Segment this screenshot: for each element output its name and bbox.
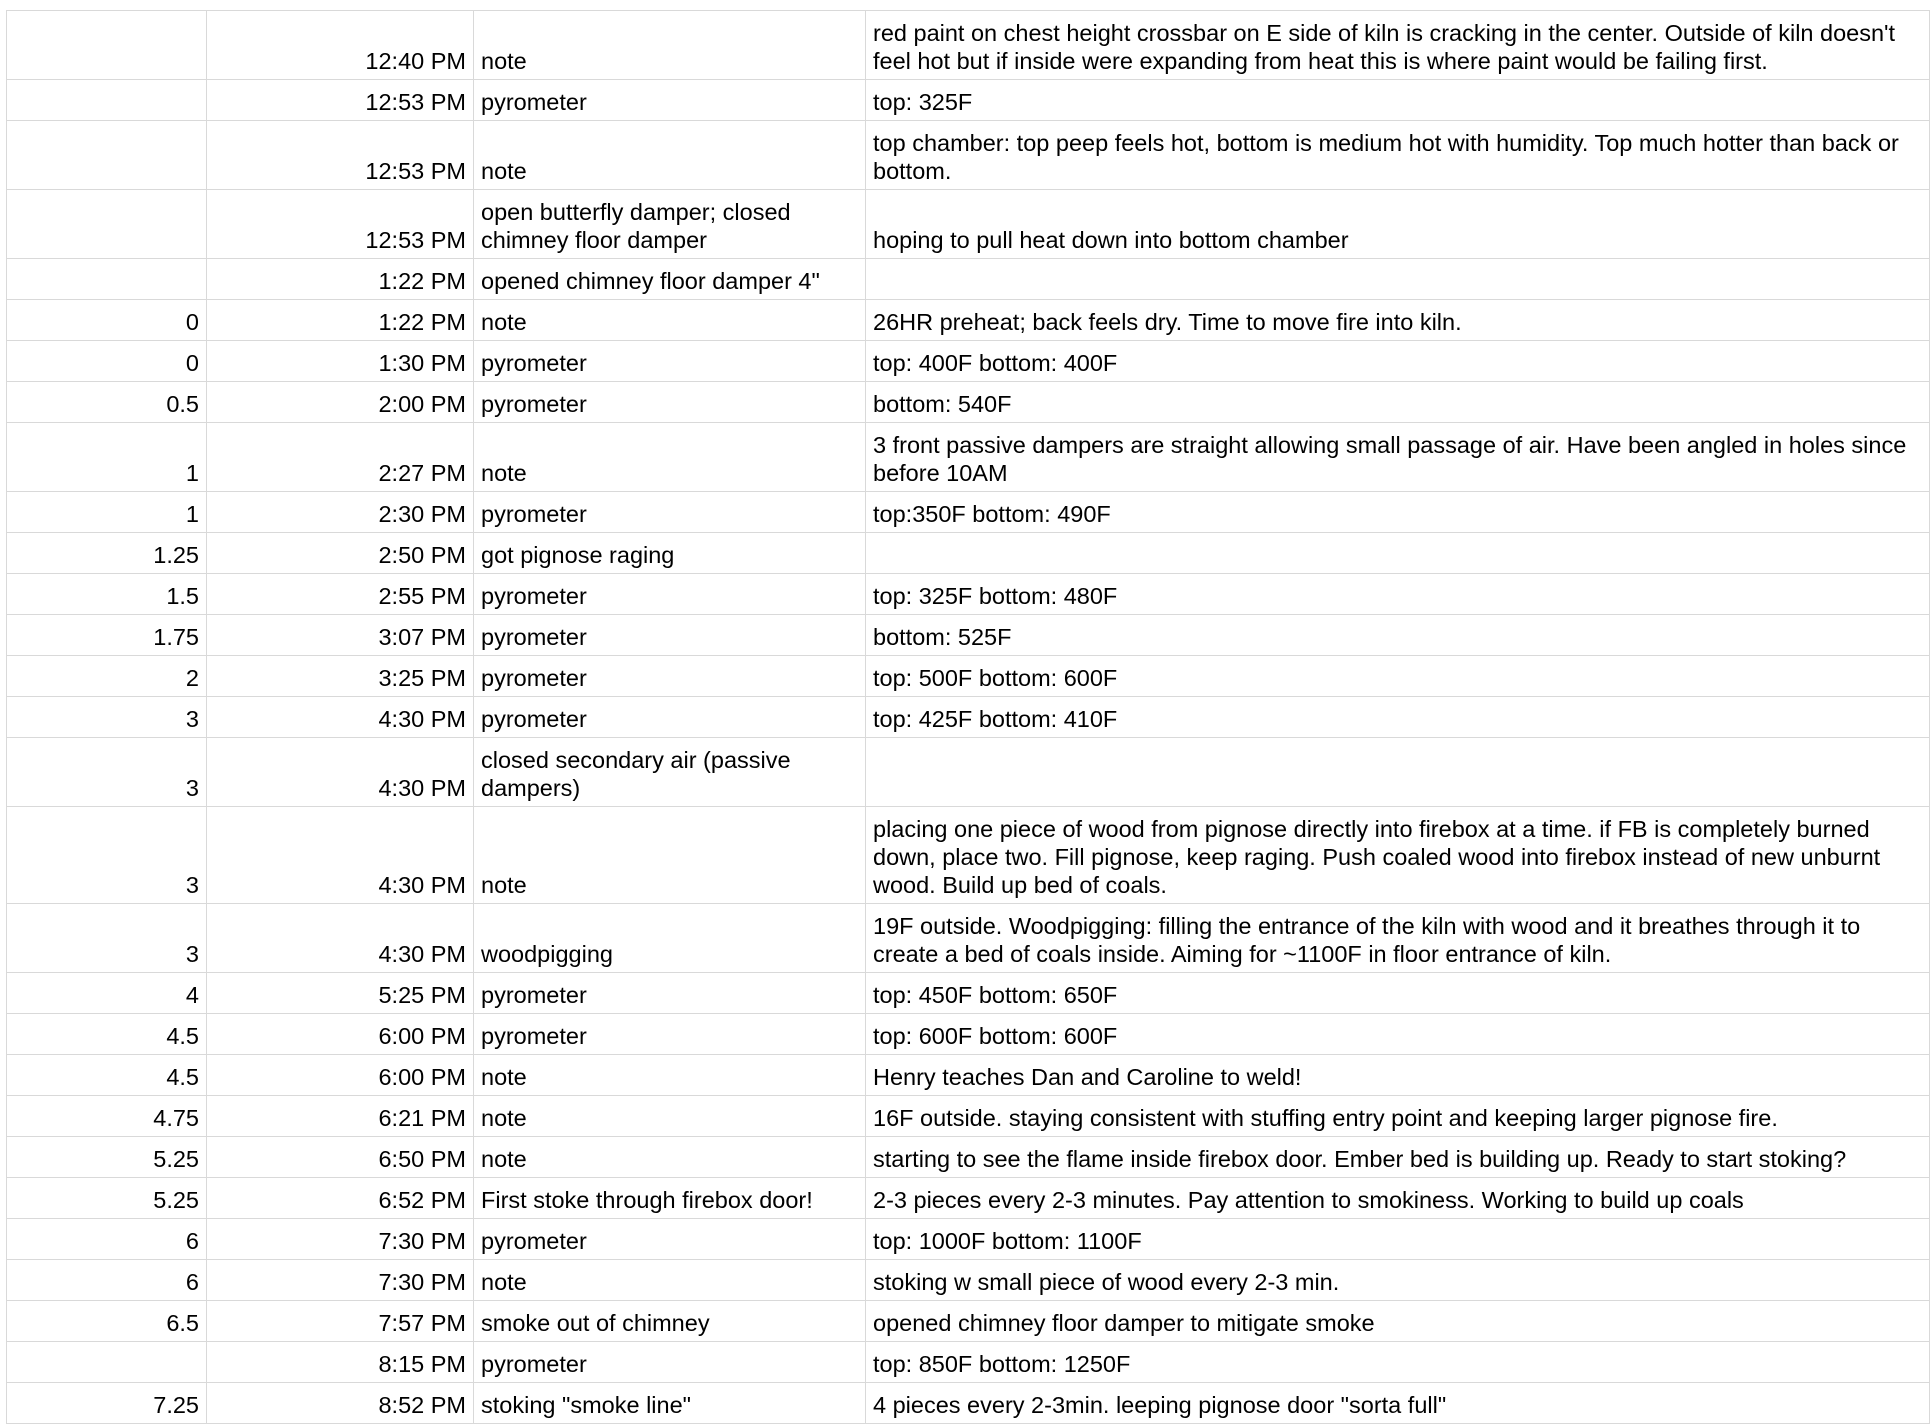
event-cell[interactable]: pyrometer xyxy=(474,382,866,423)
spreadsheet-grid xyxy=(6,10,1930,1418)
detail-cell[interactable]: 3 front passive dampers are straight allowing small passage of air. Have been angled in holes since before 10AM xyxy=(866,423,1930,492)
event-cell[interactable]: smoke out of chimney xyxy=(474,1301,866,1342)
event-cell[interactable]: closed secondary air (passive dampers) xyxy=(474,738,866,807)
event-cell[interactable]: pyrometer xyxy=(474,492,866,533)
table-row xyxy=(7,533,1930,574)
time-cell[interactable]: 2:27 PM xyxy=(207,423,474,492)
hour-cell[interactable]: 1.75 xyxy=(7,615,207,656)
hour-cell[interactable]: 6 xyxy=(7,1260,207,1301)
time-cell[interactable]: 12:40 PM xyxy=(207,11,474,80)
hour-cell[interactable]: 0.5 xyxy=(7,382,207,423)
time-cell[interactable]: 3:07 PM xyxy=(207,615,474,656)
detail-cell[interactable]: top: 600F bottom: 600F xyxy=(866,1014,1930,1055)
time-cell[interactable]: 12:53 PM xyxy=(207,80,474,121)
table-row xyxy=(7,492,1930,533)
time-cell[interactable]: 12:53 PM xyxy=(207,121,474,190)
event-cell[interactable]: opened chimney floor damper 4" xyxy=(474,259,866,300)
table-row xyxy=(7,80,1930,121)
event-cell[interactable]: pyrometer xyxy=(474,656,866,697)
time-cell[interactable]: 7:30 PM xyxy=(207,1219,474,1260)
event-cell[interactable]: pyrometer xyxy=(474,1342,866,1383)
hour-cell[interactable]: 6.5 xyxy=(7,1301,207,1342)
event-cell[interactable]: note xyxy=(474,1260,866,1301)
event-cell[interactable]: note xyxy=(474,121,866,190)
table-row xyxy=(7,121,1930,190)
hour-cell[interactable]: 1 xyxy=(7,492,207,533)
table-row xyxy=(7,190,1930,259)
time-cell[interactable]: 6:52 PM xyxy=(207,1178,474,1219)
detail-cell[interactable]: Henry teaches Dan and Caroline to weld! xyxy=(866,1055,1930,1096)
hour-cell[interactable]: 1 xyxy=(7,423,207,492)
event-cell[interactable]: woodpigging xyxy=(474,904,866,973)
table-row xyxy=(7,1383,1930,1424)
detail-cell[interactable]: top: 325F bottom: 480F xyxy=(866,574,1930,615)
table-row xyxy=(7,1014,1930,1055)
hour-cell[interactable]: 4.5 xyxy=(7,1014,207,1055)
time-cell[interactable]: 8:52 PM xyxy=(207,1383,474,1424)
time-cell[interactable]: 7:57 PM xyxy=(207,1301,474,1342)
detail-cell[interactable]: 2-3 pieces every 2-3 minutes. Pay attention to smokiness. Working to build up coals xyxy=(866,1178,1930,1219)
event-cell[interactable]: pyrometer xyxy=(474,973,866,1014)
event-cell[interactable]: pyrometer xyxy=(474,697,866,738)
table-row xyxy=(7,656,1930,697)
hour-cell[interactable] xyxy=(7,259,207,300)
hour-cell[interactable]: 2 xyxy=(7,656,207,697)
hour-cell[interactable]: 3 xyxy=(7,738,207,807)
time-cell[interactable]: 4:30 PM xyxy=(207,807,474,904)
table-row xyxy=(7,904,1930,973)
detail-cell[interactable]: 26HR preheat; back feels dry. Time to move fire into kiln. xyxy=(866,300,1930,341)
hour-cell[interactable]: 3 xyxy=(7,904,207,973)
detail-cell[interactable]: bottom: 525F xyxy=(866,615,1930,656)
detail-cell[interactable]: hoping to pull heat down into bottom chamber xyxy=(866,190,1930,259)
event-cell[interactable]: pyrometer xyxy=(474,574,866,615)
time-cell[interactable]: 12:53 PM xyxy=(207,190,474,259)
table-row xyxy=(7,738,1930,807)
detail-cell[interactable]: top: 425F bottom: 410F xyxy=(866,697,1930,738)
detail-cell[interactable]: 16F outside. staying consistent with stuffing entry point and keeping larger pignose fire. xyxy=(866,1096,1930,1137)
event-cell[interactable]: pyrometer xyxy=(474,80,866,121)
table-row xyxy=(7,1260,1930,1301)
hour-cell[interactable]: 5.25 xyxy=(7,1178,207,1219)
event-cell[interactable]: note xyxy=(474,423,866,492)
time-cell[interactable]: 5:25 PM xyxy=(207,973,474,1014)
event-cell[interactable]: got pignose raging xyxy=(474,533,866,574)
hour-cell[interactable] xyxy=(7,80,207,121)
detail-cell[interactable]: starting to see the flame inside firebox door. Ember bed is building up. Ready to start stoking? xyxy=(866,1137,1930,1178)
hour-cell[interactable] xyxy=(7,190,207,259)
table-row xyxy=(7,697,1930,738)
time-cell[interactable]: 1:30 PM xyxy=(207,341,474,382)
table-row xyxy=(7,1137,1930,1178)
time-cell[interactable]: 6:50 PM xyxy=(207,1137,474,1178)
detail-cell[interactable] xyxy=(866,259,1930,300)
time-cell[interactable]: 4:30 PM xyxy=(207,904,474,973)
detail-cell[interactable]: top: 500F bottom: 600F xyxy=(866,656,1930,697)
hour-cell[interactable] xyxy=(7,1342,207,1383)
event-cell[interactable]: stoking "smoke line" xyxy=(474,1383,866,1424)
event-cell[interactable]: note xyxy=(474,1137,866,1178)
detail-cell[interactable]: top: 325F xyxy=(866,80,1930,121)
time-cell[interactable]: 2:30 PM xyxy=(207,492,474,533)
table-row xyxy=(7,973,1930,1014)
event-cell[interactable]: open butterfly damper; closed chimney floor damper xyxy=(474,190,866,259)
detail-cell[interactable]: bottom: 540F xyxy=(866,382,1930,423)
event-cell[interactable]: pyrometer xyxy=(474,615,866,656)
time-cell[interactable]: 6:00 PM xyxy=(207,1055,474,1096)
hour-cell[interactable]: 3 xyxy=(7,807,207,904)
time-cell[interactable]: 8:15 PM xyxy=(207,1342,474,1383)
time-cell[interactable]: 1:22 PM xyxy=(207,300,474,341)
event-cell[interactable]: pyrometer xyxy=(474,1014,866,1055)
table-row xyxy=(7,615,1930,656)
hour-cell[interactable]: 4.75 xyxy=(7,1096,207,1137)
event-cell[interactable]: pyrometer xyxy=(474,341,866,382)
table-row xyxy=(7,1096,1930,1137)
table-row xyxy=(7,382,1930,423)
table-row xyxy=(7,1301,1930,1342)
table-row xyxy=(7,1055,1930,1096)
hour-cell[interactable]: 0 xyxy=(7,341,207,382)
firing-log-table xyxy=(6,10,1930,1424)
detail-cell[interactable]: 4 pieces every 2-3min. leeping pignose door "sorta full" xyxy=(866,1383,1930,1424)
hour-cell[interactable]: 1.25 xyxy=(7,533,207,574)
table-row xyxy=(7,341,1930,382)
time-cell[interactable]: 2:00 PM xyxy=(207,382,474,423)
event-cell[interactable]: note xyxy=(474,300,866,341)
detail-cell[interactable]: top chamber: top peep feels hot, bottom is medium hot with humidity. Top much hotter than back or bottom. xyxy=(866,121,1930,190)
event-cell[interactable]: pyrometer xyxy=(474,1219,866,1260)
time-cell[interactable]: 2:55 PM xyxy=(207,574,474,615)
detail-cell[interactable] xyxy=(866,533,1930,574)
time-cell[interactable]: 1:22 PM xyxy=(207,259,474,300)
detail-cell[interactable]: top: 400F bottom: 400F xyxy=(866,341,1930,382)
time-cell[interactable]: 2:50 PM xyxy=(207,533,474,574)
hour-cell[interactable]: 6 xyxy=(7,1219,207,1260)
table-row xyxy=(7,807,1930,904)
detail-cell[interactable]: red paint on chest height crossbar on E side of kiln is cracking in the center. Outside of kiln doesn't feel hot but if inside were expanding from heat this is where paint would be failing first. xyxy=(866,11,1930,80)
detail-cell[interactable]: top:350F bottom: 490F xyxy=(866,492,1930,533)
detail-cell[interactable]: stoking w small piece of wood every 2-3 min. xyxy=(866,1260,1930,1301)
firing-log-body xyxy=(7,11,1930,1424)
detail-cell[interactable]: top: 450F bottom: 650F xyxy=(866,973,1930,1014)
detail-cell[interactable] xyxy=(866,738,1930,807)
detail-cell[interactable]: 19F outside. Woodpigging: filling the entrance of the kiln with wood and it breathes through it to create a bed of coals inside. Aiming for ~1100F in floor entrance of kiln. xyxy=(866,904,1930,973)
hour-cell[interactable]: 4.5 xyxy=(7,1055,207,1096)
table-row xyxy=(7,423,1930,492)
table-row xyxy=(7,574,1930,615)
detail-cell[interactable]: opened chimney floor damper to mitigate smoke xyxy=(866,1301,1930,1342)
detail-cell[interactable]: placing one piece of wood from pignose directly into firebox at a time. if FB is completely burned down, place two. Fill pignose, keep raging. Push coaled wood into firebox instead of new unburnt wood. Build up bed of coals. xyxy=(866,807,1930,904)
hour-cell[interactable]: 4 xyxy=(7,973,207,1014)
time-cell[interactable]: 4:30 PM xyxy=(207,738,474,807)
time-cell[interactable]: 3:25 PM xyxy=(207,656,474,697)
hour-cell[interactable]: 1.5 xyxy=(7,574,207,615)
hour-cell[interactable] xyxy=(7,11,207,80)
event-cell[interactable]: note xyxy=(474,1096,866,1137)
table-row xyxy=(7,1178,1930,1219)
event-cell[interactable]: note xyxy=(474,11,866,80)
event-cell[interactable]: First stoke through firebox door! xyxy=(474,1178,866,1219)
table-row xyxy=(7,1342,1930,1383)
time-cell[interactable]: 6:21 PM xyxy=(207,1096,474,1137)
hour-cell[interactable]: 3 xyxy=(7,697,207,738)
time-cell[interactable]: 4:30 PM xyxy=(207,697,474,738)
hour-cell[interactable]: 5.25 xyxy=(7,1137,207,1178)
table-row xyxy=(7,259,1930,300)
hour-cell[interactable] xyxy=(7,121,207,190)
time-cell[interactable]: 6:00 PM xyxy=(207,1014,474,1055)
table-row xyxy=(7,300,1930,341)
time-cell[interactable]: 7:30 PM xyxy=(207,1260,474,1301)
detail-cell[interactable]: top: 1000F bottom: 1100F xyxy=(866,1219,1930,1260)
event-cell[interactable]: note xyxy=(474,1055,866,1096)
hour-cell[interactable]: 0 xyxy=(7,300,207,341)
table-row xyxy=(7,11,1930,80)
hour-cell[interactable]: 7.25 xyxy=(7,1383,207,1424)
detail-cell[interactable]: top: 850F bottom: 1250F xyxy=(866,1342,1930,1383)
table-row xyxy=(7,1219,1930,1260)
event-cell[interactable]: note xyxy=(474,807,866,904)
